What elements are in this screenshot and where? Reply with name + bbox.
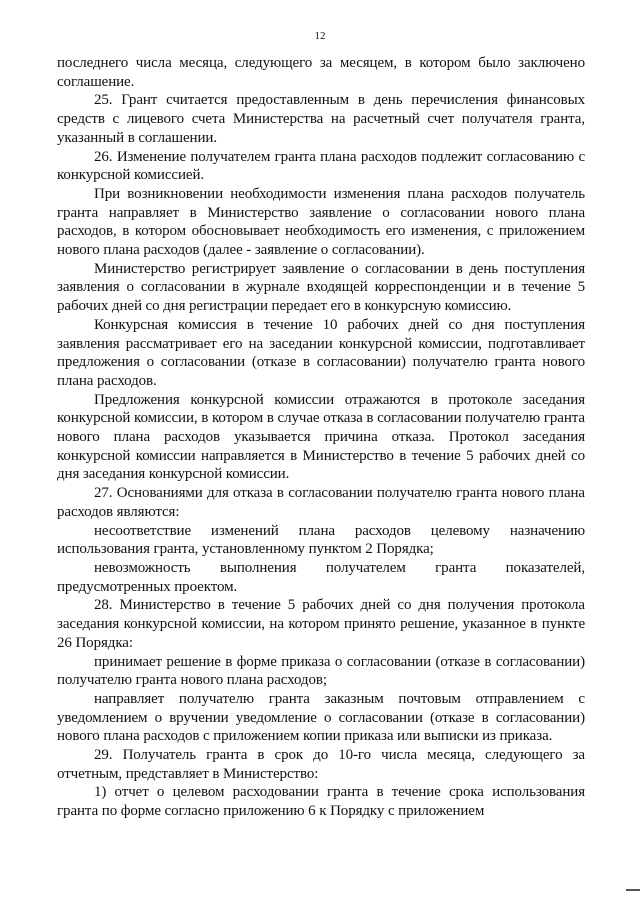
- refusal-reason-2: невозможность выполнения получателем гранта показателей, предусмотренных проектом.: [57, 559, 585, 595]
- report-item-1: 1) отчет о целевом расходовании гранта в течение срока использования гранта по форме согласно приложению 6 к Порядку с приложением: [57, 784, 585, 820]
- paragraph-continuation: последнего числа месяца, следующего за месяцем, в котором было заключено соглашение.: [57, 55, 585, 90]
- ministry-action-1: принимает решение в форме приказа о согласовании (отказе в согласовании) получателю гранта нового плана расходов;: [57, 653, 585, 689]
- paragraph-registration: Министерство регистрирует заявление о согласовании в день поступления заявления о согласовании в журнале входящей корреспонденции и в течение 5 рабочих дней со дня регистрации передает его в конкурсную комиссию.: [57, 260, 585, 315]
- paragraph-item-25: 25. Грант считается предоставленным в день перечисления финансовых средств с лицевого счета Министерства на расчетный счет получателя гранта, указанный в соглашении.: [57, 92, 585, 146]
- page-number: 12: [314, 30, 326, 42]
- document-body: [57, 54, 585, 821]
- paragraph-commission-proposals: Предложения конкурсной комиссии отражаются в протоколе заседания конкурсной комиссии, в котором в случае отказа в согласовании получателю гранта нового плана расходов указывается причина отказа. Протокол заседания конкурсной комиссии направляется в Министерство в течение 5 рабочих дней со дня заседания конкурсной комиссии.: [57, 391, 585, 483]
- paragraph-commission-review: Конкурсная комиссия в течение 10 рабочих дней со дня поступления заявления рассматривает его на заседании конкурсной комиссии, подготавливает предложения о согласовании (отказе в согласовании) получателю гранта нового плана расходов.: [57, 316, 585, 389]
- paragraph-item-27: 27. Основаниями для отказа в согласовании получателю гранта нового плана расходов являются:: [57, 485, 585, 520]
- paragraph-item-28: 28. Министерство в течение 5 рабочих дней со дня получения протокола заседания конкурсной комиссии, на котором принято решение, указанное в пункте 26 Порядка:: [57, 597, 585, 651]
- paragraph-item-26: 26. Изменение получателем гранта плана расходов подлежит согласованию с конкурсной комиссией.: [57, 148, 585, 184]
- paragraph-item-29: 29. Получатель гранта в срок до 10-го числа месяца, следующего за отчетным, представляет в Министерство:: [57, 747, 585, 782]
- scan-edge-mark: [626, 889, 640, 891]
- ministry-action-2: направляет получателю гранта заказным почтовым отправлением с уведомлением о вручении уведомление о согласовании (отказе в согласовании) нового плана расходов с приложением копии приказа или выписки из приказа.: [57, 690, 585, 745]
- refusal-reason-1: несоответствие изменений плана расходов целевому назначению использования гранта, установленному пунктом 2 Порядка;: [57, 522, 585, 558]
- paragraph-application-procedure: При возникновении необходимости изменения плана расходов получатель гранта направляет в Министерство заявление о согласовании нового плана расходов, в котором обосновывает необходимость его изменения, с приложением нового плана расходов (далее - заявление о согласовании).: [57, 185, 585, 259]
